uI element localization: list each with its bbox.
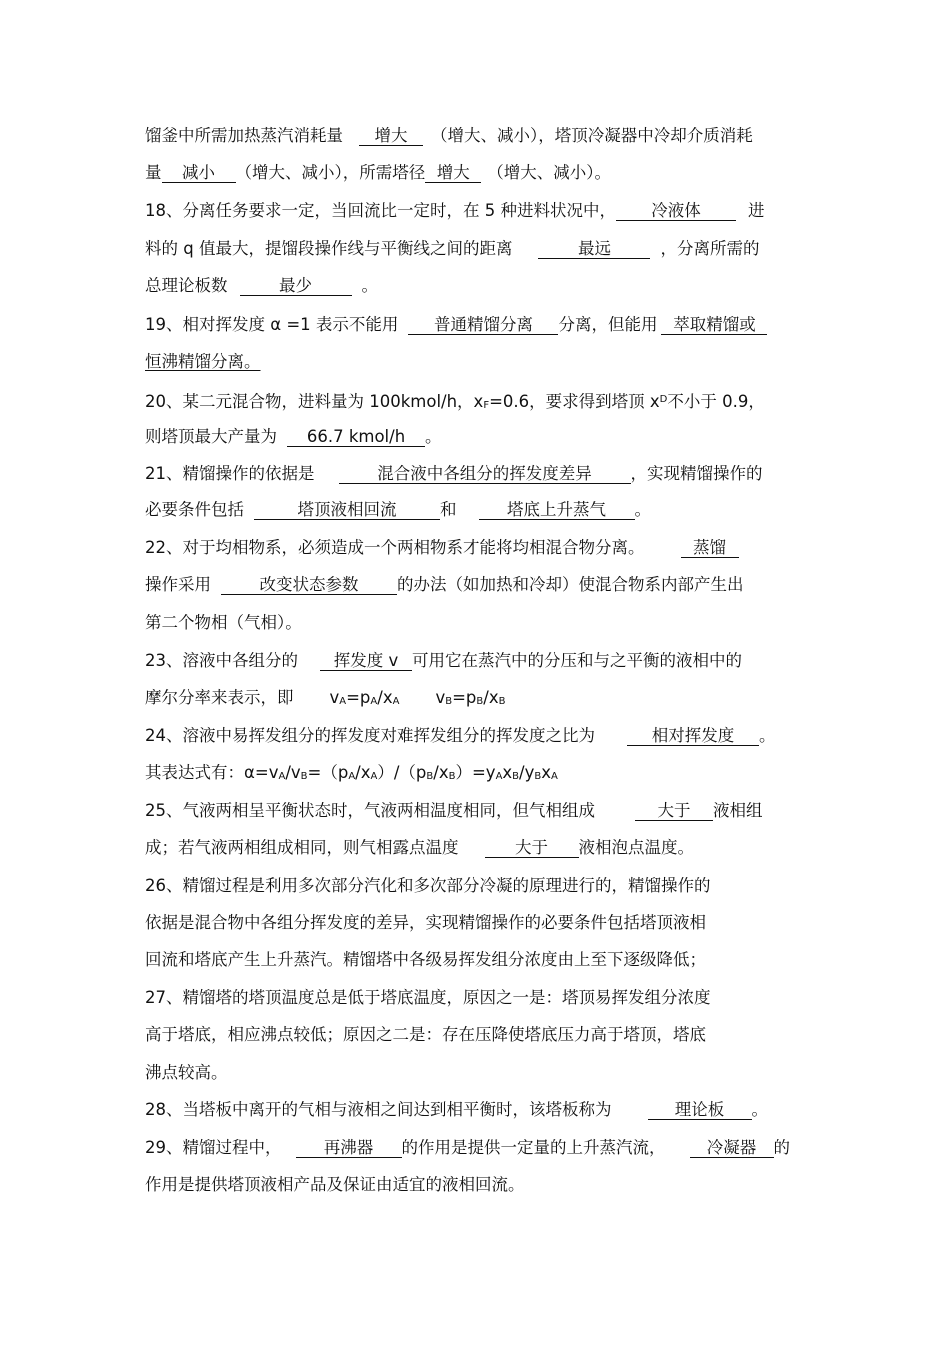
answer-blank: 塔顶液相回流 — [254, 500, 440, 520]
text-line: 依据是混合物中各组分挥发度的差异，实现精馏操作的必要条件包括塔顶液相 — [145, 913, 706, 932]
answer-blank: 最远 — [538, 239, 650, 259]
text-line: 28、当塔板中离开的气相与液相之间达到相平衡时，该塔板称为 理论板 。 — [145, 1100, 768, 1119]
text-line: 料的 q 值最大，提馏段操作线与平衡线之间的距离 最远 ，分离所需的 — [145, 239, 760, 258]
text-line: 回流和塔底产生上升蒸汽。精馏塔中各级易挥发组分浓度由上至下逐级降低； — [145, 950, 706, 969]
text-line: 操作采用 改变状态参数 的办法（如加热和冷却）使混合物系内部产生出 — [145, 575, 744, 594]
answer-blank: 冷凝器 — [690, 1138, 774, 1158]
text-line: 27、精馏塔的塔顶温度总是低于塔底温度，原因之一是：塔顶易挥发组分浓度 — [145, 988, 711, 1007]
answer-blank: 蒸馏 — [681, 538, 739, 558]
answer-blank: 减小 — [162, 163, 236, 183]
answer-blank: 挥发度 v — [320, 651, 412, 671]
text-line: 23、溶液中各组分的 挥发度 v 可用它在蒸汽中的分压和与之平衡的液相中的 — [145, 651, 742, 670]
answer-blank: 再沸器 — [296, 1138, 402, 1158]
answer-blank: 冷液体 — [616, 201, 736, 221]
answer-blank: 大于 — [485, 838, 579, 858]
answer-blank: 66.7 kmol/h — [287, 427, 425, 447]
text-line: 24、溶液中易挥发组分的挥发度对难挥发组分的挥发度之比为 相对挥发度 。 — [145, 726, 776, 745]
answer-blank: 增大 — [425, 163, 481, 183]
text-line: 量 减小 （增大、减小），所需塔径 增大 （增大、减小）。 — [145, 163, 611, 182]
text-line: 29、精馏过程中， 再沸器 的作用是提供一定量的上升蒸汽流， 冷凝器 的 — [145, 1138, 790, 1157]
answer-blank: 萃取精馏或 — [661, 315, 767, 335]
answer-blank: 混合液中各组分的挥发度差异 — [339, 464, 631, 484]
text-line: 作用是提供塔顶液相产品及保证由适宜的液相回流。 — [145, 1175, 525, 1194]
text-line: 恒沸精馏分离。 — [145, 352, 261, 371]
answer-blank: 大于 — [635, 801, 713, 821]
text-line: 其表达式有：$\alpha=v_A/v_B=(p_A/x_A)/(p_B/x_B)=y_Ax_B/y_Bx_A$ — [145, 763, 558, 782]
text-line: 19、相对挥发度 α =1 表示不能用 普通精馏分离 分离，但能用 萃取精馏或 — [145, 314, 767, 336]
text-line: 20、某二元混合物，进料量为 100kmol/h，$x_F=0.6$，要求得到塔顶 $x^D$不小于 0.9， — [145, 392, 765, 411]
text-line: 22、对于均相物系，必须造成一个两相物系才能将均相混合物分离。 蒸馏 — [145, 537, 739, 559]
text-line: 高于塔底，相应沸点较低；原因之二是：存在压降使塔底压力高于塔顶，塔底 — [145, 1025, 706, 1044]
answer-blank: 改变状态参数 — [221, 575, 397, 595]
text-line: 18、分离任务要求一定，当回流比一定时，在 5 种进料状况中， 冷液体 进 — [145, 201, 765, 220]
text-line: 则塔顶最大产量为 66.7 kmol/h 。 — [145, 427, 442, 446]
text-line: 总理论板数 最少 。 — [145, 276, 378, 295]
text-line: 沸点较高。 — [145, 1063, 228, 1082]
text-line: 必要条件包括 塔顶液相回流 和 塔底上升蒸气 。 — [145, 500, 651, 519]
text-line: 25、气液两相呈平衡状态时，气液两相温度相同，但气相组成 大于 液相组 — [145, 801, 763, 820]
text-line: 摩尔分率来表示，即 $v_A=p_A/x_A$ $v_B=p_B/x_B$ — [145, 688, 506, 707]
answer-blank: 理论板 — [648, 1100, 752, 1120]
answer-blank: 最少 — [240, 276, 352, 296]
text-line: 26、精馏过程是利用多次部分汽化和多次部分冷凝的原理进行的，精馏操作的 — [145, 876, 711, 895]
text-line: 馏釜中所需加热蒸汽消耗量 增大 （增大、减小），塔顶冷凝器中冷却介质消耗 — [145, 126, 753, 145]
answer-blank: 普通精馏分离 — [408, 315, 558, 335]
answer-blank: 塔底上升蒸气 — [479, 500, 635, 520]
answer-blank: 增大 — [359, 126, 423, 146]
answer-blank: 相对挥发度 — [627, 726, 759, 746]
text-line: 21、精馏操作的依据是 混合液中各组分的挥发度差异 ，实现精馏操作的 — [145, 464, 763, 483]
text-line: 成；若气液两相组成相同，则气相露点温度 大于 液相泡点温度。 — [145, 838, 694, 857]
text-line: 第二个物相（气相）。 — [145, 613, 302, 632]
